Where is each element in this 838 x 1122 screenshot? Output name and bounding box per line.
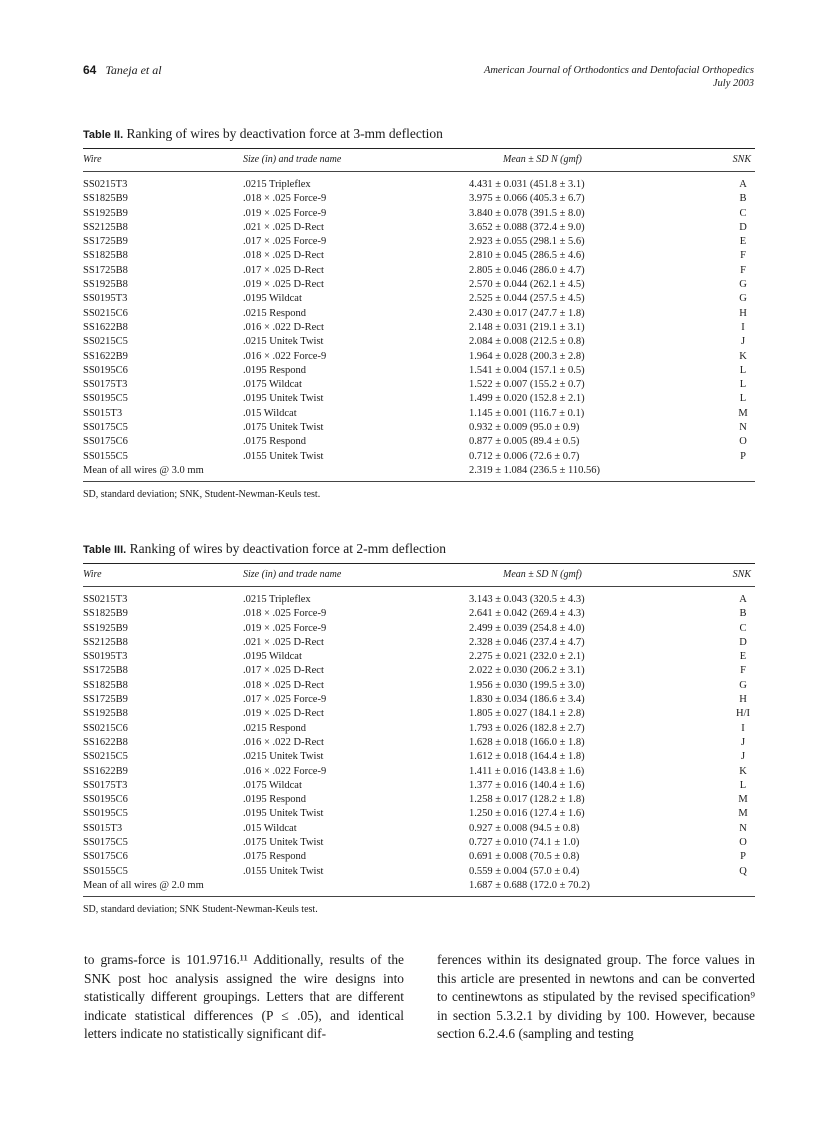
running-header-left: [83, 63, 162, 78]
cell-snk: L: [739, 379, 747, 391]
cell-snk: E: [739, 651, 747, 663]
cell-size-trade-name: .0195 Respond: [243, 364, 306, 376]
cell-mean-sd: 1.250 ± 0.016 (127.4 ± 1.6): [469, 808, 585, 820]
table-row: [83, 207, 755, 221]
cell-mean-sd: 1.805 ± 0.027 (184.1 ± 2.8): [469, 708, 585, 720]
cell-snk: G: [739, 679, 747, 691]
cell-wire: SS1825B8: [83, 250, 128, 262]
cell-size-trade-name: .0195 Respond: [243, 794, 306, 806]
cell-wire: SS0215C6: [83, 307, 128, 319]
cell-size-trade-name: .0175 Unitek Twist: [243, 422, 324, 434]
table-bottom-rule: [83, 481, 755, 482]
table-row: [83, 779, 755, 793]
table-row: [83, 693, 755, 707]
table-row: [83, 850, 755, 864]
cell-mean-sd: 0.932 ± 0.009 (95.0 ± 0.9): [469, 422, 580, 434]
running-header-right: [484, 64, 754, 90]
cell-size-trade-name: .0215 Respond: [243, 722, 306, 734]
cell-wire: SS0175T3: [83, 779, 128, 791]
cell-wire: SS0175C5: [83, 837, 128, 849]
cell-snk: F: [740, 264, 746, 276]
table-row: [83, 335, 755, 349]
mean-row-label: Mean of all wires @ 3.0 mm: [83, 464, 204, 476]
table-row: [83, 350, 755, 364]
cell-wire: SS1925B9: [83, 622, 128, 634]
table-caption: [83, 125, 755, 144]
table-row: [83, 865, 755, 879]
table-row: [83, 736, 755, 750]
cell-snk: B: [739, 193, 747, 205]
cell-snk: G: [739, 293, 747, 305]
cell-wire: SS2125B8: [83, 636, 128, 648]
cell-mean-sd: 0.877 ± 0.005 (89.4 ± 0.5): [469, 436, 580, 448]
cell-mean-sd: 0.712 ± 0.006 (72.6 ± 0.7): [469, 450, 580, 462]
cell-size-trade-name: .0155 Unitek Twist: [243, 450, 324, 462]
cell-size-trade-name: .0215 Respond: [243, 307, 306, 319]
cell-snk: A: [739, 179, 747, 190]
table-row: [83, 593, 755, 607]
running-authors: Taneja et al: [105, 63, 162, 77]
cell-size-trade-name: .016 × .022 D-Rect: [243, 321, 324, 333]
table-iii: [83, 540, 755, 915]
cell-mean-sd: 1.258 ± 0.017 (128.2 ± 1.8): [469, 794, 585, 806]
table-header-row: [83, 149, 755, 171]
cell-snk: J: [740, 336, 746, 348]
cell-mean-sd: 4.431 ± 0.031 (451.8 ± 3.1): [469, 179, 585, 190]
cell-snk: P: [740, 450, 746, 462]
mean-row-value: 2.319 ± 1.084 (236.5 ± 110.56): [469, 464, 601, 476]
cell-size-trade-name: .0175 Unitek Twist: [243, 837, 324, 849]
cell-snk: C: [739, 207, 747, 219]
cell-size-trade-name: .0175 Wildcat: [243, 379, 302, 391]
cell-snk: L: [739, 393, 747, 405]
mean-row-label: Mean of all wires @ 2.0 mm: [83, 879, 204, 891]
cell-mean-sd: 2.641 ± 0.042 (269.4 ± 4.3): [469, 608, 585, 620]
cell-wire: SS0195C6: [83, 364, 128, 376]
journal-name: American Journal of Orthodontics and Dentofacial Orthopedics: [483, 65, 754, 76]
column-header-wire: Wire: [83, 154, 102, 165]
cell-size-trade-name: .015 Wildcat: [243, 822, 297, 834]
cell-snk: F: [740, 665, 746, 677]
cell-wire: SS0215C6: [83, 722, 128, 734]
cell-wire: SS0215T3: [83, 594, 128, 605]
page-number: 64: [83, 63, 97, 77]
cell-wire: SS0215C5: [83, 751, 128, 763]
cell-wire: SS1825B9: [83, 608, 128, 620]
cell-wire: SS0215T3: [83, 179, 128, 190]
table-row: [83, 249, 755, 263]
table-mean-row: [83, 464, 755, 478]
cell-snk: I: [741, 321, 745, 333]
cell-snk: D: [739, 636, 747, 648]
cell-size-trade-name: .0195 Unitek Twist: [243, 393, 324, 405]
cell-size-trade-name: .018 × .025 Force-9: [243, 193, 327, 205]
table-row: [83, 679, 755, 693]
cell-mean-sd: 1.793 ± 0.026 (182.8 ± 2.7): [469, 722, 585, 734]
cell-size-trade-name: .0175 Wildcat: [243, 779, 302, 791]
cell-size-trade-name: .017 × .025 D-Rect: [243, 665, 324, 677]
cell-mean-sd: 2.084 ± 0.008 (212.5 ± 0.8): [469, 336, 585, 348]
table-row: [83, 364, 755, 378]
cell-wire: SS0175C6: [83, 851, 128, 863]
cell-mean-sd: 2.430 ± 0.017 (247.7 ± 1.8): [469, 307, 585, 319]
cell-size-trade-name: .021 × .025 D-Rect: [243, 636, 324, 648]
cell-wire: SS0155C5: [83, 865, 128, 877]
cell-snk: A: [739, 594, 747, 605]
cell-mean-sd: 1.964 ± 0.028 (200.3 ± 2.8): [469, 350, 585, 362]
cell-mean-sd: 1.145 ± 0.001 (116.7 ± 0.1): [469, 407, 585, 419]
table-row: [83, 435, 755, 449]
cell-size-trade-name: .0195 Unitek Twist: [243, 808, 324, 820]
cell-wire: SS1725B9: [83, 694, 128, 706]
table-row: [83, 235, 755, 249]
cell-wire: SS015T3: [83, 822, 123, 834]
cell-mean-sd: 1.377 ± 0.016 (140.4 ± 1.6): [469, 779, 585, 791]
cell-mean-sd: 1.830 ± 0.034 (186.6 ± 3.4): [469, 694, 585, 706]
cell-mean-sd: 1.411 ± 0.016 (143.8 ± 1.6): [469, 765, 585, 777]
cell-size-trade-name: .018 × .025 Force-9: [243, 608, 327, 620]
cell-size-trade-name: .018 × .025 D-Rect: [243, 679, 324, 691]
cell-mean-sd: 3.840 ± 0.078 (391.5 ± 8.0): [469, 207, 585, 219]
cell-snk: M: [738, 407, 748, 419]
table-row: [83, 836, 755, 850]
cell-size-trade-name: .0215 Tripleflex: [243, 594, 311, 605]
cell-snk: G: [739, 279, 747, 291]
cell-mean-sd: 2.275 ± 0.021 (232.0 ± 2.1): [469, 651, 585, 663]
table-row: [83, 607, 755, 621]
cell-mean-sd: 0.727 ± 0.010 (74.1 ± 1.0): [469, 837, 580, 849]
cell-snk: L: [739, 779, 747, 791]
cell-wire: SS015T3: [83, 407, 123, 419]
table-title: Ranking of wires by deactivation force at 3-mm deflection: [126, 126, 443, 141]
cell-size-trade-name: .0175 Respond: [243, 436, 306, 448]
cell-snk: N: [739, 422, 747, 434]
cell-snk: K: [739, 350, 747, 362]
cell-size-trade-name: .019 × .025 D-Rect: [243, 279, 324, 291]
table-row: [83, 407, 755, 421]
table-row: [83, 750, 755, 764]
cell-snk: M: [738, 794, 748, 806]
column-header-size: Size (in) and trade name: [243, 154, 342, 165]
cell-snk: P: [740, 851, 746, 863]
table-bottom-rule: [83, 896, 755, 897]
cell-size-trade-name: .0215 Unitek Twist: [243, 751, 324, 763]
cell-size-trade-name: .0215 Unitek Twist: [243, 336, 324, 348]
cell-snk: D: [739, 221, 747, 233]
cell-wire: SS1622B9: [83, 350, 128, 362]
cell-snk: E: [739, 236, 747, 248]
table-row: [83, 192, 755, 206]
table-row: [83, 793, 755, 807]
cell-wire: SS1725B8: [83, 665, 128, 677]
cell-mean-sd: 1.956 ± 0.030 (199.5 ± 3.0): [469, 679, 585, 691]
cell-wire: SS0195T3: [83, 293, 128, 305]
cell-wire: SS0155C5: [83, 450, 128, 462]
cell-size-trade-name: .015 Wildcat: [243, 407, 297, 419]
cell-snk: O: [739, 436, 747, 448]
cell-wire: SS0175C5: [83, 422, 128, 434]
table-header-row: [83, 564, 755, 586]
cell-wire: SS1622B9: [83, 765, 128, 777]
cell-wire: SS0195C5: [83, 393, 128, 405]
table-body: [83, 587, 755, 896]
cell-snk: K: [739, 765, 747, 777]
cell-mean-sd: 3.975 ± 0.066 (405.3 ± 6.7): [469, 193, 585, 205]
cell-mean-sd: 3.652 ± 0.088 (372.4 ± 9.0): [469, 221, 585, 233]
cell-snk: Q: [739, 865, 747, 877]
column-header-wire: Wire: [83, 569, 102, 580]
cell-mean-sd: 0.691 ± 0.008 (70.5 ± 0.8): [469, 851, 580, 863]
table-row: [83, 622, 755, 636]
cell-mean-sd: 1.499 ± 0.020 (152.8 ± 2.1): [469, 393, 585, 405]
issue-date: July 2003: [712, 78, 754, 89]
table-row: [83, 765, 755, 779]
table-row: [83, 221, 755, 235]
cell-mean-sd: 2.022 ± 0.030 (206.2 ± 3.1): [469, 665, 585, 677]
cell-wire: SS0195C6: [83, 794, 128, 806]
table-mean-row: [83, 879, 755, 893]
table-row: [83, 307, 755, 321]
table-row: [83, 292, 755, 306]
table-row: [83, 264, 755, 278]
column-header-snk: SNK: [732, 569, 751, 580]
table-label: Table III.: [83, 544, 127, 556]
cell-wire: SS1825B8: [83, 679, 128, 691]
cell-wire: SS1725B8: [83, 264, 128, 276]
body-text-right-column: ferences within its designated group. The force values in this article are presented in newtons and can be converted to centinewtons as stipulated by the revised specification⁹ in section 5.3.2.1 by dividing by 100. However, because section 6.2.4.6 (sampling and testing: [437, 952, 755, 1042]
table-row: [83, 722, 755, 736]
cell-size-trade-name: .016 × .022 Force-9: [243, 765, 327, 777]
cell-snk: J: [740, 736, 746, 748]
cell-size-trade-name: .019 × .025 D-Rect: [243, 708, 324, 720]
table-footnote: SD, standard deviation; SNK, Student-Newman-Keuls test.: [83, 489, 321, 501]
table-row: [83, 321, 755, 335]
mean-row-value: 1.687 ± 0.688 (172.0 ± 70.2): [469, 879, 590, 891]
cell-size-trade-name: .021 × .025 D-Rect: [243, 221, 324, 233]
cell-mean-sd: 0.927 ± 0.008 (94.5 ± 0.8): [469, 822, 580, 834]
cell-wire: SS1622B8: [83, 321, 128, 333]
cell-mean-sd: 2.570 ± 0.044 (262.1 ± 4.5): [469, 279, 585, 291]
cell-wire: SS1825B9: [83, 193, 128, 205]
table-row: [83, 807, 755, 821]
cell-mean-sd: 2.328 ± 0.046 (237.4 ± 4.7): [469, 636, 585, 648]
cell-snk: J: [740, 751, 746, 763]
table-row: [83, 421, 755, 435]
cell-wire: SS0175C6: [83, 436, 128, 448]
cell-mean-sd: 1.522 ± 0.007 (155.2 ± 0.7): [469, 379, 585, 391]
cell-wire: SS1725B9: [83, 236, 128, 248]
table-row: [83, 822, 755, 836]
cell-mean-sd: 2.805 ± 0.046 (286.0 ± 4.7): [469, 264, 585, 276]
table-row: [83, 650, 755, 664]
table-body: [83, 172, 755, 481]
cell-size-trade-name: .017 × .025 Force-9: [243, 236, 327, 248]
cell-size-trade-name: .0215 Tripleflex: [243, 179, 311, 190]
column-header-snk: SNK: [732, 154, 751, 165]
cell-mean-sd: 2.525 ± 0.044 (257.5 ± 4.5): [469, 293, 585, 305]
cell-snk: M: [738, 808, 748, 820]
table-row: [83, 707, 755, 721]
cell-snk: H: [739, 694, 747, 706]
cell-size-trade-name: .019 × .025 Force-9: [243, 622, 327, 634]
cell-mean-sd: 1.612 ± 0.018 (164.4 ± 1.8): [469, 751, 585, 763]
cell-size-trade-name: .0155 Unitek Twist: [243, 865, 324, 877]
cell-wire: SS1622B8: [83, 736, 128, 748]
cell-snk: I: [741, 722, 745, 734]
cell-mean-sd: 2.923 ± 0.055 (298.1 ± 5.6): [469, 236, 585, 248]
table-row: [83, 664, 755, 678]
cell-wire: SS0175T3: [83, 379, 128, 391]
cell-size-trade-name: .016 × .022 Force-9: [243, 350, 327, 362]
table-label: Table II.: [83, 129, 124, 141]
cell-size-trade-name: .017 × .025 Force-9: [243, 694, 327, 706]
table-row: [83, 178, 755, 192]
cell-size-trade-name: .0195 Wildcat: [243, 293, 302, 305]
cell-snk: O: [739, 837, 747, 849]
cell-snk: N: [739, 822, 747, 834]
cell-wire: SS1925B8: [83, 708, 128, 720]
table-title: Ranking of wires by deactivation force at 2-mm deflection: [129, 541, 446, 556]
cell-mean-sd: 1.628 ± 0.018 (166.0 ± 1.8): [469, 736, 585, 748]
cell-mean-sd: 2.499 ± 0.039 (254.8 ± 4.0): [469, 622, 585, 634]
cell-mean-sd: 0.559 ± 0.004 (57.0 ± 0.4): [469, 865, 580, 877]
cell-size-trade-name: .0195 Wildcat: [243, 651, 302, 663]
cell-wire: SS1925B8: [83, 279, 128, 291]
cell-wire: SS0215C5: [83, 336, 128, 348]
cell-size-trade-name: .016 × .022 D-Rect: [243, 736, 324, 748]
cell-size-trade-name: .018 × .025 D-Rect: [243, 250, 324, 262]
cell-mean-sd: 2.810 ± 0.045 (286.5 ± 4.6): [469, 250, 585, 262]
cell-wire: SS2125B8: [83, 221, 128, 233]
cell-snk: C: [739, 622, 747, 634]
cell-wire: SS0195T3: [83, 651, 128, 663]
table-ii: [83, 125, 755, 500]
cell-wire: SS0195C5: [83, 808, 128, 820]
cell-mean-sd: 1.541 ± 0.004 (157.1 ± 0.5): [469, 364, 585, 376]
cell-mean-sd: 3.143 ± 0.043 (320.5 ± 4.3): [469, 594, 585, 605]
cell-size-trade-name: .0175 Respond: [243, 851, 306, 863]
cell-snk: F: [740, 250, 746, 262]
cell-mean-sd: 2.148 ± 0.031 (219.1 ± 3.1): [469, 321, 585, 333]
cell-snk: H: [739, 307, 747, 319]
cell-wire: SS1925B9: [83, 207, 128, 219]
table-caption: [83, 540, 755, 559]
table-row: [83, 278, 755, 292]
table-row: [83, 378, 755, 392]
column-header-mean: Mean ± SD N (gmf): [503, 569, 582, 580]
cell-size-trade-name: .017 × .025 D-Rect: [243, 264, 324, 276]
table-row: [83, 392, 755, 406]
body-text-left-column: to grams-force is 101.9716.¹¹ Additionally, results of the SNK post hoc analysis assigned the wire designs into statistically different groupings. Letters that are different indicate statistical differences (P ≤ .05), and identical letters indicate no statistically significant dif-: [84, 952, 404, 1042]
table-footnote: SD, standard deviation; SNK Student-Newman-Keuls test.: [83, 904, 318, 916]
table-row: [83, 450, 755, 464]
cell-snk: B: [739, 608, 747, 620]
cell-snk: L: [739, 364, 747, 376]
column-header-size: Size (in) and trade name: [243, 569, 342, 580]
cell-snk: H/I: [736, 708, 750, 720]
table-row: [83, 636, 755, 650]
cell-size-trade-name: .019 × .025 Force-9: [243, 207, 327, 219]
column-header-mean: Mean ± SD N (gmf): [503, 154, 582, 165]
